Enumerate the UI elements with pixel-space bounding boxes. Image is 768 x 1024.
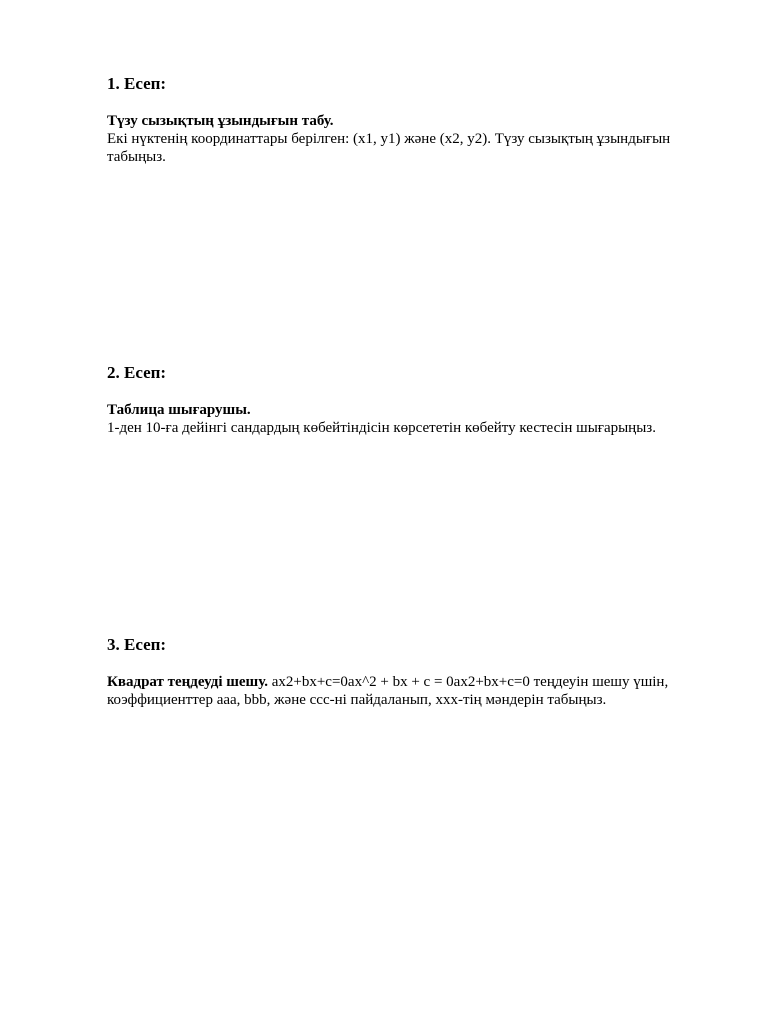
problem-1-text: Екі нүктенің координаттары берілген: (x1, y1) және (x2, y2). Түзу сызықтың ұзындығын табыңыз. [107,131,671,165]
problem-3 [107,635,687,708]
problem-1-heading: 1. Есеп: [107,74,167,93]
problem-1-title: Түзу сызықтың ұзындығын табу. [107,113,334,129]
problem-2 [107,363,687,436]
problem-3-body [107,673,687,709]
problem-3-heading: 3. Есеп: [107,635,167,654]
problem-1-body [107,112,687,166]
problem-3-text: ax2+bx+c=0ax^2 + bx + c = 0ax2+bx+c=0 теңдеуін шешу үшін, коэффициенттер aaa, bbb, және ccc-ні пайдаланып, xxx-тің мәндерін табыңыз. [107,674,669,708]
problem-2-text: 1-ден 10-ға дейінгі сандардың көбейтіндісін көрсететін көбейту кестесін шығарыңыз. [107,420,656,436]
problem-2-body [107,401,687,437]
problem-1 [107,74,687,165]
problem-2-heading: 2. Есеп: [107,363,167,382]
problem-2-title: Таблица шығарушы. [107,402,251,418]
problem-3-title: Квадрат теңдеуді шешу. [107,674,272,690]
